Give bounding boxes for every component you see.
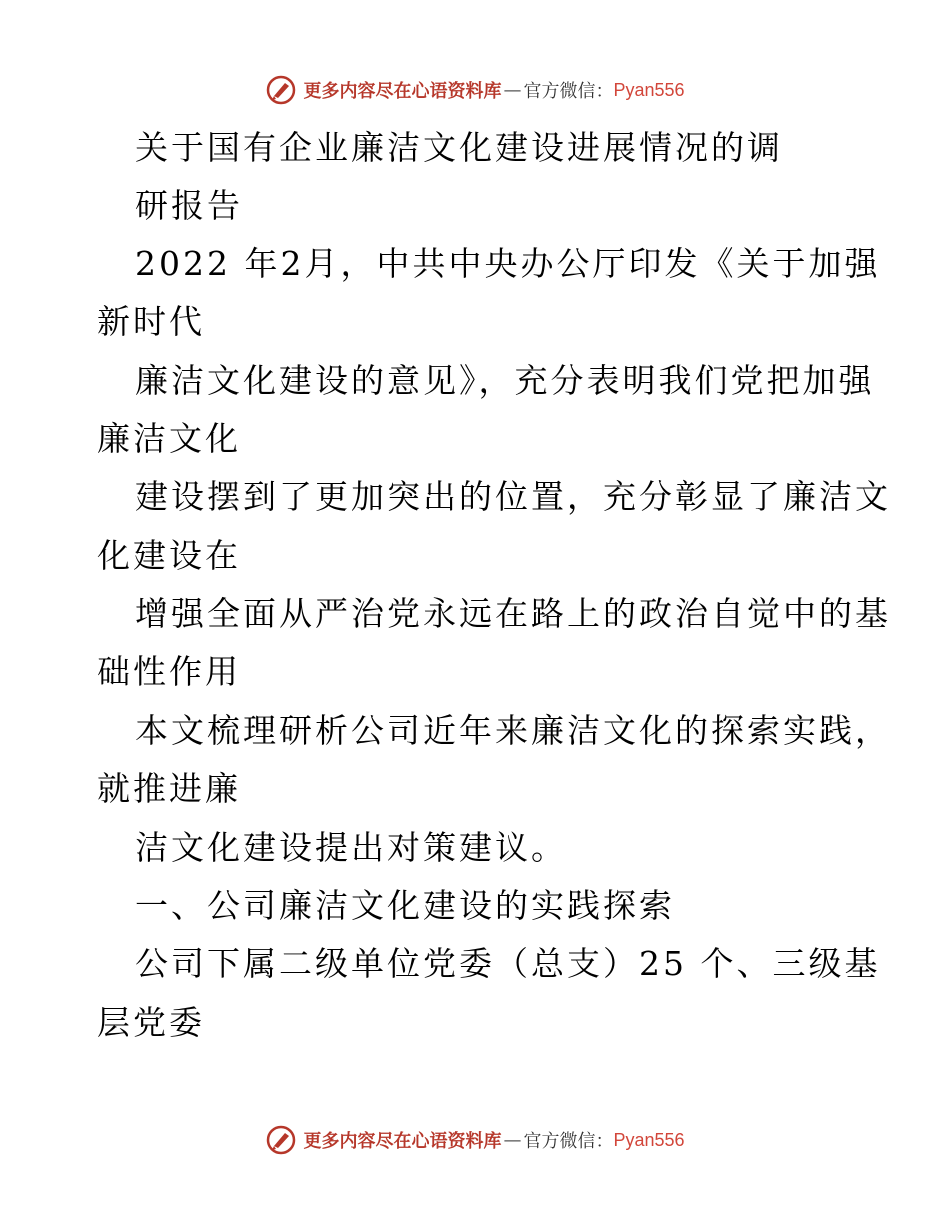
paragraph-line: 增强全面从严治党永远在路上的政治自觉中的基 <box>135 594 891 633</box>
title-line-1: 关于国有企业廉洁文化建设进展情况的调 <box>135 128 783 167</box>
paragraph-line: 洁文化建设提出对策建议。 <box>135 828 567 867</box>
brand-logo-icon <box>265 1124 297 1156</box>
paragraph-line: 就推进廉 <box>97 769 241 808</box>
footer-watermark <box>0 1120 950 1160</box>
paragraph-line: 本文梳理研析公司近年来廉洁文化的探索实践， <box>135 711 891 750</box>
watermark-brand: 更多内容尽在心语资料库 <box>303 81 502 102</box>
watermark-label: 官方微信： <box>523 81 614 102</box>
brand-logo-icon <box>265 74 297 106</box>
watermark-id: Pyan556 <box>613 1129 685 1150</box>
watermark-brand: 更多内容尽在心语资料库 <box>303 1131 502 1152</box>
watermark-label: 官方微信： <box>523 1131 614 1152</box>
paragraph-line: 化建设在 <box>97 536 241 575</box>
paragraph-line: 廉洁文化 <box>97 419 241 458</box>
paragraph-line: 廉洁文化建设的意见》，充分表明我们党把加强 <box>135 361 875 400</box>
paragraph-line: 础性作用 <box>97 652 241 691</box>
paragraph-line: 新时代 <box>97 302 205 341</box>
section-heading: 一、公司廉洁文化建设的实践探索 <box>135 886 675 925</box>
paragraph-line: 层党委 <box>97 1003 205 1042</box>
paragraph-line: 公司下属二级单位党委（总支）25 个、三级基 <box>135 944 881 983</box>
paragraph-line: 建设摆到了更加突出的位置，充分彰显了廉洁文 <box>135 477 891 516</box>
header-watermark <box>0 70 950 110</box>
watermark-separator: — <box>503 79 522 101</box>
title-line-2: 研报告 <box>135 186 243 225</box>
watermark-id: Pyan556 <box>613 79 685 100</box>
paragraph-line: 2022 年2月，中共中央办公厅印发《关于加强 <box>135 244 881 283</box>
watermark-separator: — <box>503 1129 522 1151</box>
